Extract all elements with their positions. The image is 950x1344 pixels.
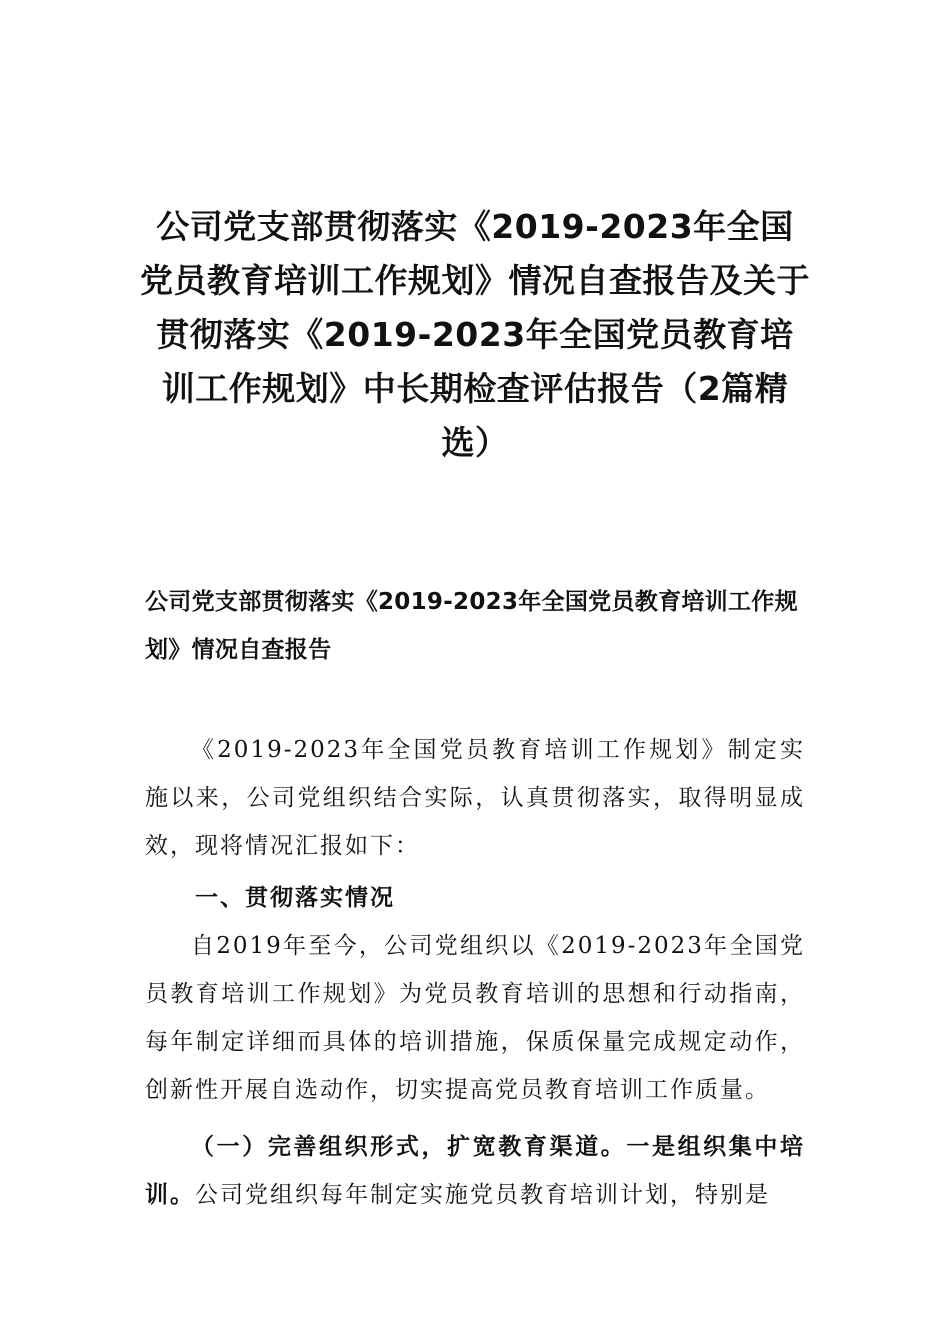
section-title: 公司党支部贯彻落实《2019-2023年全国党员教育培训工作规划》情况自查报告: [145, 589, 798, 663]
heading-implementation-status: 一、贯彻落实情况: [195, 885, 395, 911]
paragraph-overview: 自2019年至今，公司党组织以《2019-2023年全国党员教育培训工作规划》为党员教育培训的思想和行动指南，每年制定详细而具体的培训措施，保质保量完成规定动作，创新性开展自选动作，切实提高党员教育培训工作质量。: [145, 933, 805, 1103]
paragraph-lead-bold: （一）完善组织形式，扩宽教育渠道。一是组织集中培训。: [145, 1134, 805, 1208]
document-title: 公司党支部贯彻落实《2019-2023年全国党员教育培训工作规划》情况自查报告及关于贯彻落实《2019-2023年全国党员教育培训工作规划》中长期检查评估报告（2篇精选）: [140, 207, 810, 462]
intro-paragraph: 《2019-2023年全国党员教育培训工作规划》制定实施以来，公司党组织结合实际，认真贯彻落实，取得明显成效，现将情况汇报如下：: [145, 737, 805, 859]
paragraph-body-text: 公司党组织每年制定实施党员教育培训计划，特别是: [195, 1182, 770, 1208]
paragraph-organization-forms: [145, 1123, 805, 1219]
